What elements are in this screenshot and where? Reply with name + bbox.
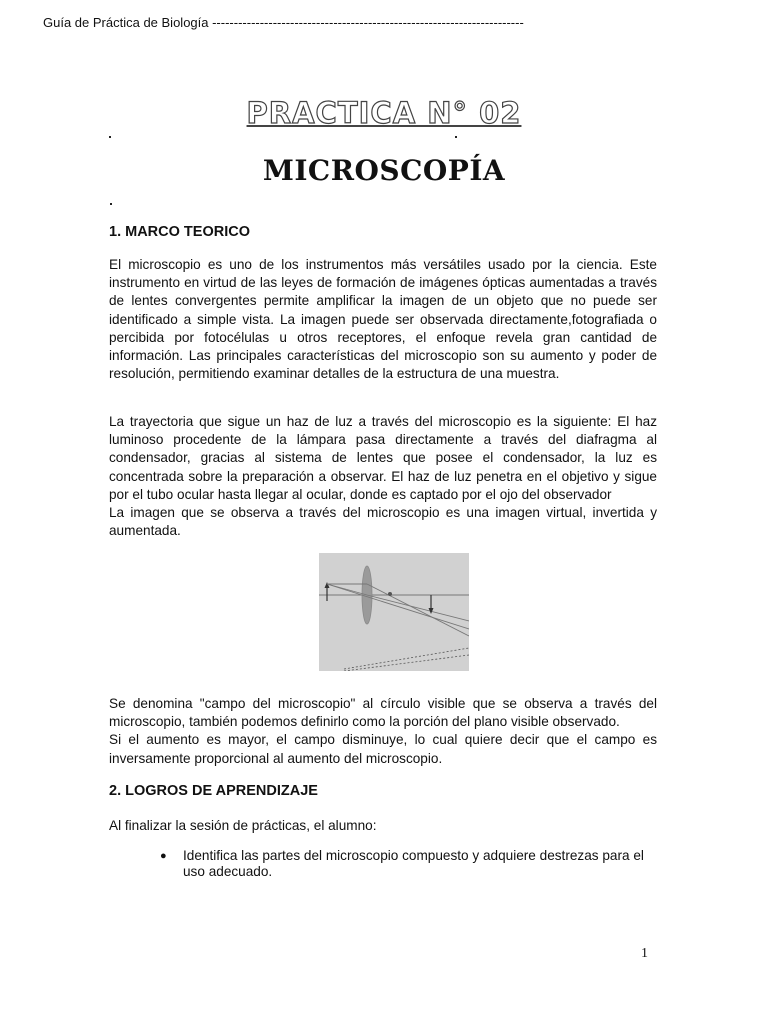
stray-dot xyxy=(455,136,457,138)
paragraph-text: Se denomina "campo del microscopio" al círculo visible que se observa a través del microscopio, también podemos definirlo como la porción del plano visible observado. xyxy=(109,696,657,730)
list-item-text: Identifica las partes del microscopio compuesto y adquiere destrezas para el uso adecuado. xyxy=(183,848,644,879)
paragraph-field-of-view xyxy=(109,695,657,768)
section-title-logros: 2. LOGROS DE APRENDIZAJE xyxy=(109,783,318,799)
stray-dot xyxy=(109,136,111,138)
paragraph-text: La trayectoria que sigue un haz de luz a través del microscopio es la siguiente: El haz luminoso procedente de la lámpara pasa directamente a través del diafragma al condensador, gracias al sistema de lentes que posee el condensador, la luz es concentrada sobre la preparación a observar. El haz de luz penetra en el objetivo y sigue por el tubo ocular hasta llegar al ocular, donde es captado por el ojo del observador xyxy=(109,414,657,502)
paragraph-intro xyxy=(109,256,657,383)
paragraph-light-path xyxy=(109,413,657,540)
section-title-marco-teorico: 1. MARCO TEORICO xyxy=(109,224,250,240)
bullet-icon: ● xyxy=(160,850,167,862)
lens-ray-diagram-svg xyxy=(319,553,469,671)
main-title: MICROSCOPÍA xyxy=(262,154,506,187)
paragraph-text: Si el aumento es mayor, el campo disminuye, lo cual quiere decir que el campo es inversamente proporcional al aumento del microscopio. xyxy=(109,732,657,766)
paragraph-text: La imagen que se observa a través del microscopio es una imagen virtual, invertida y aumentada. xyxy=(109,505,657,539)
page-number: 1 xyxy=(641,946,648,961)
practice-number-title: PRACTICA N° 02 xyxy=(246,96,522,130)
logros-intro: Al finalizar la sesión de prácticas, el alumno: xyxy=(109,818,377,833)
paragraph-text: El microscopio es uno de los instrumentos más versátiles usado por la ciencia. Este instrumento en virtud de las leyes de formación de imágenes ópticas aumentadas a través de lentes convergentes permite amplificar la imagen de un objeto que no puede ser identificado a simple vista. La imagen puede ser observada directamente,fotografiada o percibida por fotocélulas u otros receptores, el enfoque revela gran cantidad de información. Las principales características del microscopio son su aumento y poder de resolución, permitiendo examinar detalles de la estructura de una muestra. xyxy=(109,257,657,382)
lens-ray-diagram xyxy=(319,553,469,671)
stray-dot xyxy=(110,203,112,205)
page-header: Guía de Práctica de Biología ------------------------------------------------------------------------ xyxy=(43,15,524,30)
